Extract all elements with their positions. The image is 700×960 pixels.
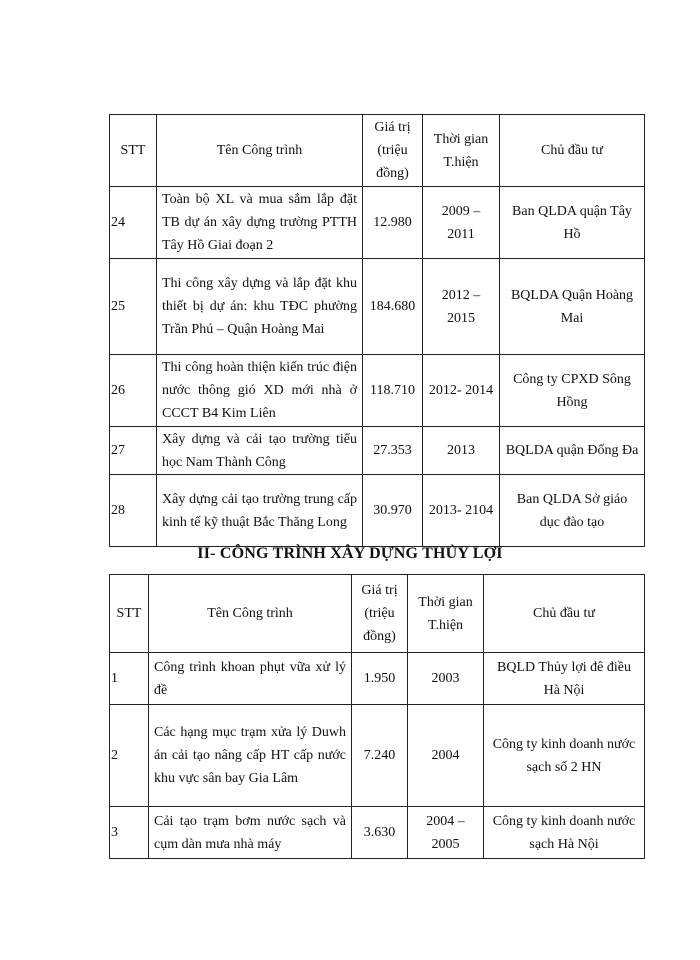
cell-name: Xây dựng cải tạo trường trung cấp kinh tế kỹ thuật Bắc Thăng Long bbox=[157, 475, 363, 547]
table-row bbox=[110, 427, 645, 475]
cell-name: Công trình khoan phụt vữa xử lý đề bbox=[149, 653, 352, 705]
cell-stt: 2 bbox=[110, 705, 149, 807]
cell-stt: 24 bbox=[110, 187, 157, 259]
cell-time: 2004 bbox=[408, 705, 484, 807]
cell-time: 2012- 2014 bbox=[423, 355, 500, 427]
table-row bbox=[110, 355, 645, 427]
table-row bbox=[110, 807, 645, 859]
table-row bbox=[110, 475, 645, 547]
cell-owner: Ban QLDA Sở giáo dục đào tạo bbox=[500, 475, 645, 547]
header-value: Giá trị (triệu đồng) bbox=[363, 115, 423, 187]
cell-stt: 25 bbox=[110, 259, 157, 355]
table-header-row bbox=[110, 575, 645, 653]
header-owner: Chủ đầu tư bbox=[500, 115, 645, 187]
cell-value: 184.680 bbox=[363, 259, 423, 355]
cell-name: Các hạng mục trạm xửa lý Duwh án cải tạo nâng cấp HT cấp nước khu vực sân bay Gia Lâm bbox=[149, 705, 352, 807]
cell-time: 2009 – 2011 bbox=[423, 187, 500, 259]
cell-owner: Công ty kinh doanh nước sạch số 2 HN bbox=[484, 705, 645, 807]
projects-table-1 bbox=[109, 114, 645, 547]
cell-value: 7.240 bbox=[352, 705, 408, 807]
header-owner: Chủ đầu tư bbox=[484, 575, 645, 653]
cell-name: Xây dựng và cải tạo trường tiểu học Nam Thành Công bbox=[157, 427, 363, 475]
cell-owner: Công ty CPXD Sông Hồng bbox=[500, 355, 645, 427]
header-stt: STT bbox=[110, 115, 157, 187]
header-name: Tên Công trình bbox=[149, 575, 352, 653]
cell-owner: Công ty kinh doanh nước sạch Hà Nội bbox=[484, 807, 645, 859]
cell-value: 27.353 bbox=[363, 427, 423, 475]
cell-stt: 26 bbox=[110, 355, 157, 427]
cell-stt: 27 bbox=[110, 427, 157, 475]
cell-time: 2004 – 2005 bbox=[408, 807, 484, 859]
cell-stt: 3 bbox=[110, 807, 149, 859]
cell-name: Thi công xây dựng và lắp đặt khu thiết bị dự án: khu TĐC phường Trần Phú – Quận Hoàng Mai bbox=[157, 259, 363, 355]
section-title: II- CÔNG TRÌNH XÂY DỰNG THỦY LỢI bbox=[197, 545, 503, 562]
header-stt: STT bbox=[110, 575, 149, 653]
cell-value: 3.630 bbox=[352, 807, 408, 859]
header-name: Tên Công trình bbox=[157, 115, 363, 187]
header-value: Giá trị (triệu đồng) bbox=[352, 575, 408, 653]
header-time: Thời gian T.hiện bbox=[408, 575, 484, 653]
cell-name: Thi công hoàn thiện kiến trúc điện nước thông gió XD mới nhà ở CCCT B4 Kim Liên bbox=[157, 355, 363, 427]
cell-value: 12.980 bbox=[363, 187, 423, 259]
cell-stt: 28 bbox=[110, 475, 157, 547]
cell-name: Toàn bộ XL và mua sắm lắp đặt TB dự án xây dựng trường PTTH Tây Hồ Giai đoạn 2 bbox=[157, 187, 363, 259]
table-header-row bbox=[110, 115, 645, 187]
cell-value: 30.970 bbox=[363, 475, 423, 547]
header-time: Thời gian T.hiện bbox=[423, 115, 500, 187]
cell-stt: 1 bbox=[110, 653, 149, 705]
cell-value: 1.950 bbox=[352, 653, 408, 705]
cell-owner: BQLD Thủy lợi đê điều Hà Nội bbox=[484, 653, 645, 705]
cell-time: 2013 bbox=[423, 427, 500, 475]
cell-time: 2012 – 2015 bbox=[423, 259, 500, 355]
cell-time: 2013- 2104 bbox=[423, 475, 500, 547]
cell-value: 118.710 bbox=[363, 355, 423, 427]
cell-name: Cải tạo trạm bơm nước sạch và cụm dàn mưa nhà máy bbox=[149, 807, 352, 859]
table-row bbox=[110, 705, 645, 807]
cell-owner: Ban QLDA quận Tây Hồ bbox=[500, 187, 645, 259]
table-row bbox=[110, 259, 645, 355]
table-row bbox=[110, 653, 645, 705]
projects-table-2 bbox=[109, 574, 645, 859]
table-row bbox=[110, 187, 645, 259]
cell-owner: BQLDA quận Đống Đa bbox=[500, 427, 645, 475]
cell-owner: BQLDA Quận Hoàng Mai bbox=[500, 259, 645, 355]
cell-time: 2003 bbox=[408, 653, 484, 705]
